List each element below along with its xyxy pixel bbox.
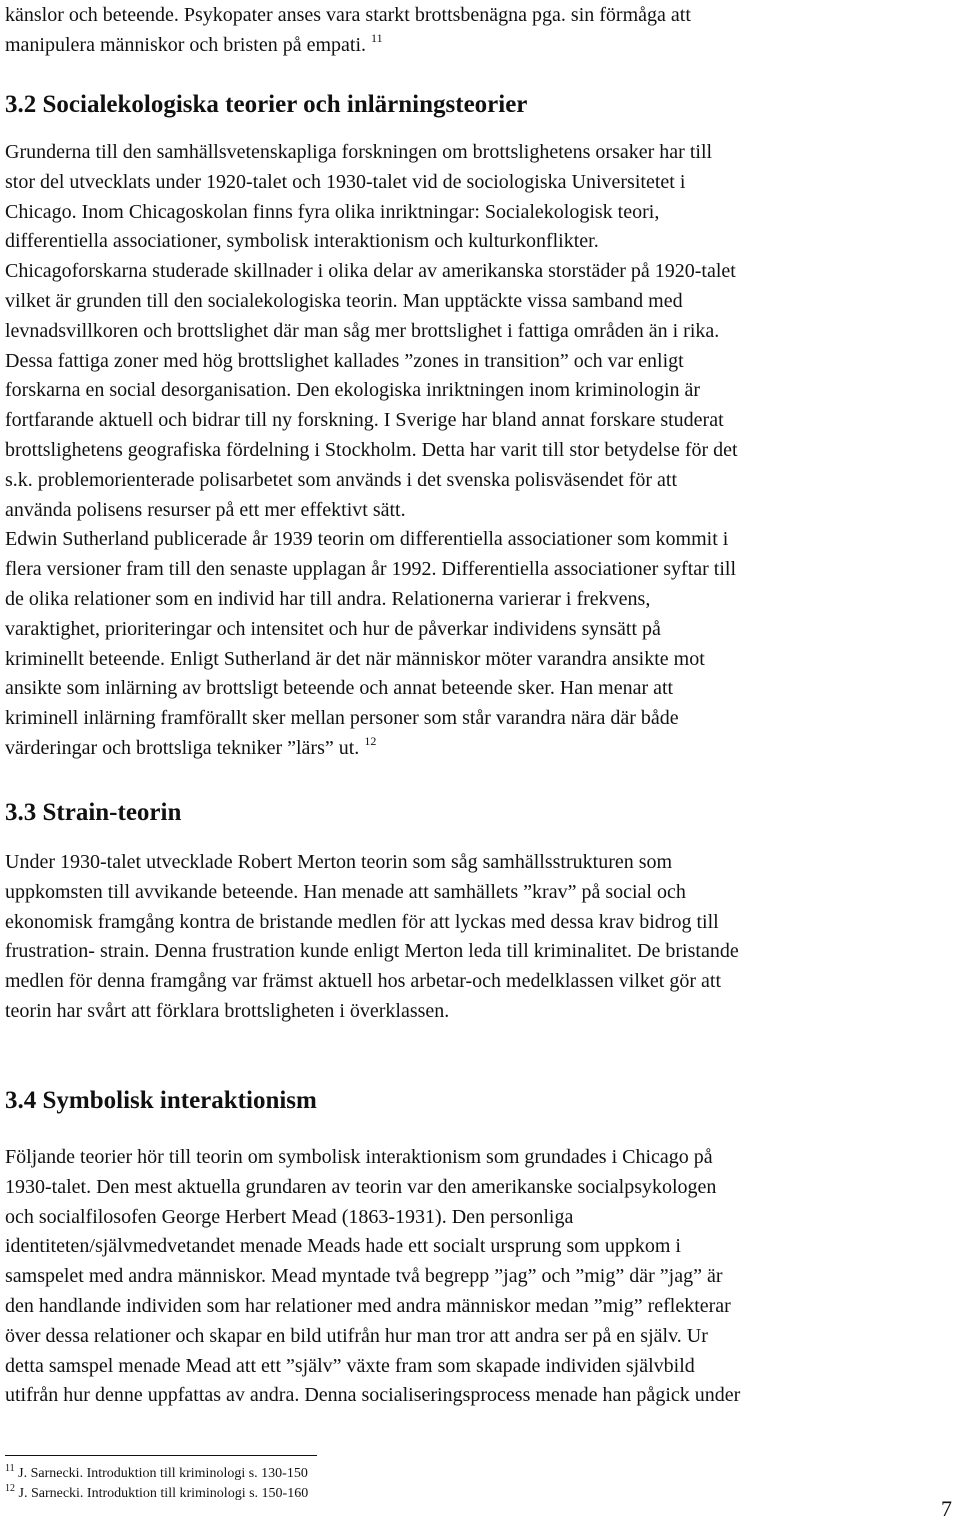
text-line: levnadsvillkoren och brottslighet där man såg mer brottslighet i fattiga områden än i rika.: [5, 319, 720, 342]
footnote-number: 12: [5, 1483, 15, 1494]
text-line: samspelet med andra människor. Mead myntade två begrepp ”jag” och ”mig” där ”jag” är: [5, 1265, 723, 1288]
text-line: fortfarande aktuell och bidrar till ny forskning. I Sverige har bland annat forskare studerat: [5, 409, 724, 432]
text-line: 1930-talet. Den mest aktuella grundaren av teorin var den amerikanske socialpsykologen: [5, 1175, 717, 1198]
text-line: [5, 734, 955, 764]
footnote: [5, 1465, 308, 1483]
section-body: [5, 848, 955, 1027]
text-line: Chicagoforskarna studerade skillnader i olika delar av amerikanska storstäder på 1920-talet: [5, 260, 736, 283]
page-number: 7: [941, 1496, 952, 1521]
text-line: s.k. problemorienterade polisarbetet som används i det svenska polisväsendet för att: [5, 468, 678, 491]
text-line: vilket är grunden till den socialekologiska teorin. Man upptäckte vissa samband med: [5, 289, 683, 312]
text-line: frustration- strain. Denna frustration kunde enligt Merton leda till kriminalitet. De bristande: [5, 940, 739, 963]
text-line: differentiella associationer, symbolisk interaktionism och kulturkonflikter.: [5, 230, 599, 253]
text-line: utifrån hur denne uppfattas av andra. Denna socialiseringsprocess menade han pågick under: [5, 1384, 741, 1407]
text-line: flera versioner fram till den senaste upplagan år 1992. Differentiella associationer syftar till: [5, 558, 737, 581]
footnote-text: J. Sarnecki. Introduktion till kriminologi s. 150-160: [18, 1486, 309, 1501]
footnote: [5, 1485, 308, 1503]
footnote-ref: 12: [364, 733, 377, 748]
section-body: [5, 1143, 955, 1411]
text-line: Följande teorier hör till teorin om symbolisk interaktionism som grundades i Chicago på: [5, 1146, 713, 1168]
text-line: detta samspel menade Mead att ett ”själv” växte fram som skapade individen självbild: [5, 1354, 695, 1377]
text-line: Dessa fattiga zoner med hög brottslighet kallades ”zones in transition” och var enligt: [5, 349, 684, 372]
text-line: ekonomisk framgång kontra de bristande medlen för att lyckas med dessa krav bidrog till: [5, 910, 719, 933]
section-body: [5, 138, 955, 764]
text-line: använda polisens resurser på ett mer effektivt sätt.: [5, 498, 406, 521]
text-line: varaktighet, prioriteringar och intensitet och hur de påverkar individens synsätt på: [5, 617, 661, 640]
footnote-number: 11: [5, 1463, 15, 1474]
text-line: stor del utvecklats under 1920-talet och 1930-talet vid de sociologiska Universitetet i: [5, 170, 686, 193]
text-line: uppkomsten till avvikande beteende. Han menade att samhällets ”krav” på social och: [5, 880, 686, 903]
text-line-content: värderingar och brottsliga tekniker ”lärs” ut.: [5, 736, 360, 759]
footnote-ref: 11: [371, 30, 383, 45]
section-heading: 3.4 Symbolisk interaktionism: [5, 1087, 317, 1114]
text-line: känslor och beteende. Psykopater anses vara starkt brottsbenägna pga. sin förmåga att: [5, 4, 691, 26]
text-line-content: manipulera människor och bristen på empati.: [5, 33, 367, 56]
text-line: över dessa relationer och skapar en bild utifrån hur man tror att andra ser på en själv. Ur: [5, 1324, 708, 1347]
text-line: identiteten/självmedvetandet menade Meads hade ett socialt ursprung som uppkom i: [5, 1235, 681, 1258]
text-line: och socialfilosofen George Herbert Mead (1863-1931). Den personliga: [5, 1205, 574, 1228]
text-line: ansikte som inlärning av brottsligt beteende och annat beteende sker. Han menar att: [5, 677, 674, 700]
section-heading: 3.3 Strain-teorin: [5, 799, 182, 826]
text-line: de olika relationer som en individ har till andra. Relationerna varierar i frekvens,: [5, 587, 651, 610]
text-line: teorin har svårt att förklara brottsligheten i överklassen.: [5, 999, 450, 1022]
footnote-text: J. Sarnecki. Introduktion till kriminologi s. 130-150: [18, 1466, 308, 1481]
footnote-divider: [5, 1455, 317, 1456]
text-line: den handlande individen som har relationer med andra människor medan ”mig” reflekterar: [5, 1294, 731, 1317]
text-line: Edwin Sutherland publicerade år 1939 teorin om differentiella associationer som kommit i: [5, 528, 729, 551]
text-line: Under 1930-talet utvecklade Robert Merton teorin som såg samhällsstrukturen som: [5, 851, 673, 873]
text-line: kriminellt beteende. Enligt Sutherland är det när människor möter varandra ansikte mot: [5, 647, 705, 670]
text-line: medlen för denna framgång var främst aktuell hos arbetar-och medelklassen vilket gör att: [5, 970, 721, 993]
text-line: forskarna en social desorganisation. Den ekologiska inriktningen inom kriminologin är: [5, 379, 701, 402]
section-heading: 3.2 Socialekologiska teorier och inlärningsteorier: [5, 91, 528, 118]
intro-paragraph: [5, 1, 955, 61]
text-line: kriminell inlärning framförallt sker mellan personer som står varandra nära där både: [5, 707, 679, 730]
text-line: Grunderna till den samhällsvetenskapliga forskningen om brottslighetens orsaker har till: [5, 141, 713, 163]
text-line: Chicago. Inom Chicagoskolan finns fyra olika inriktningar: Socialekologisk teori,: [5, 200, 660, 223]
text-line: brottslighetens geografiska fördelning i Stockholm. Detta har varit till stor betydelse för det: [5, 438, 738, 461]
text-line: [5, 31, 955, 61]
